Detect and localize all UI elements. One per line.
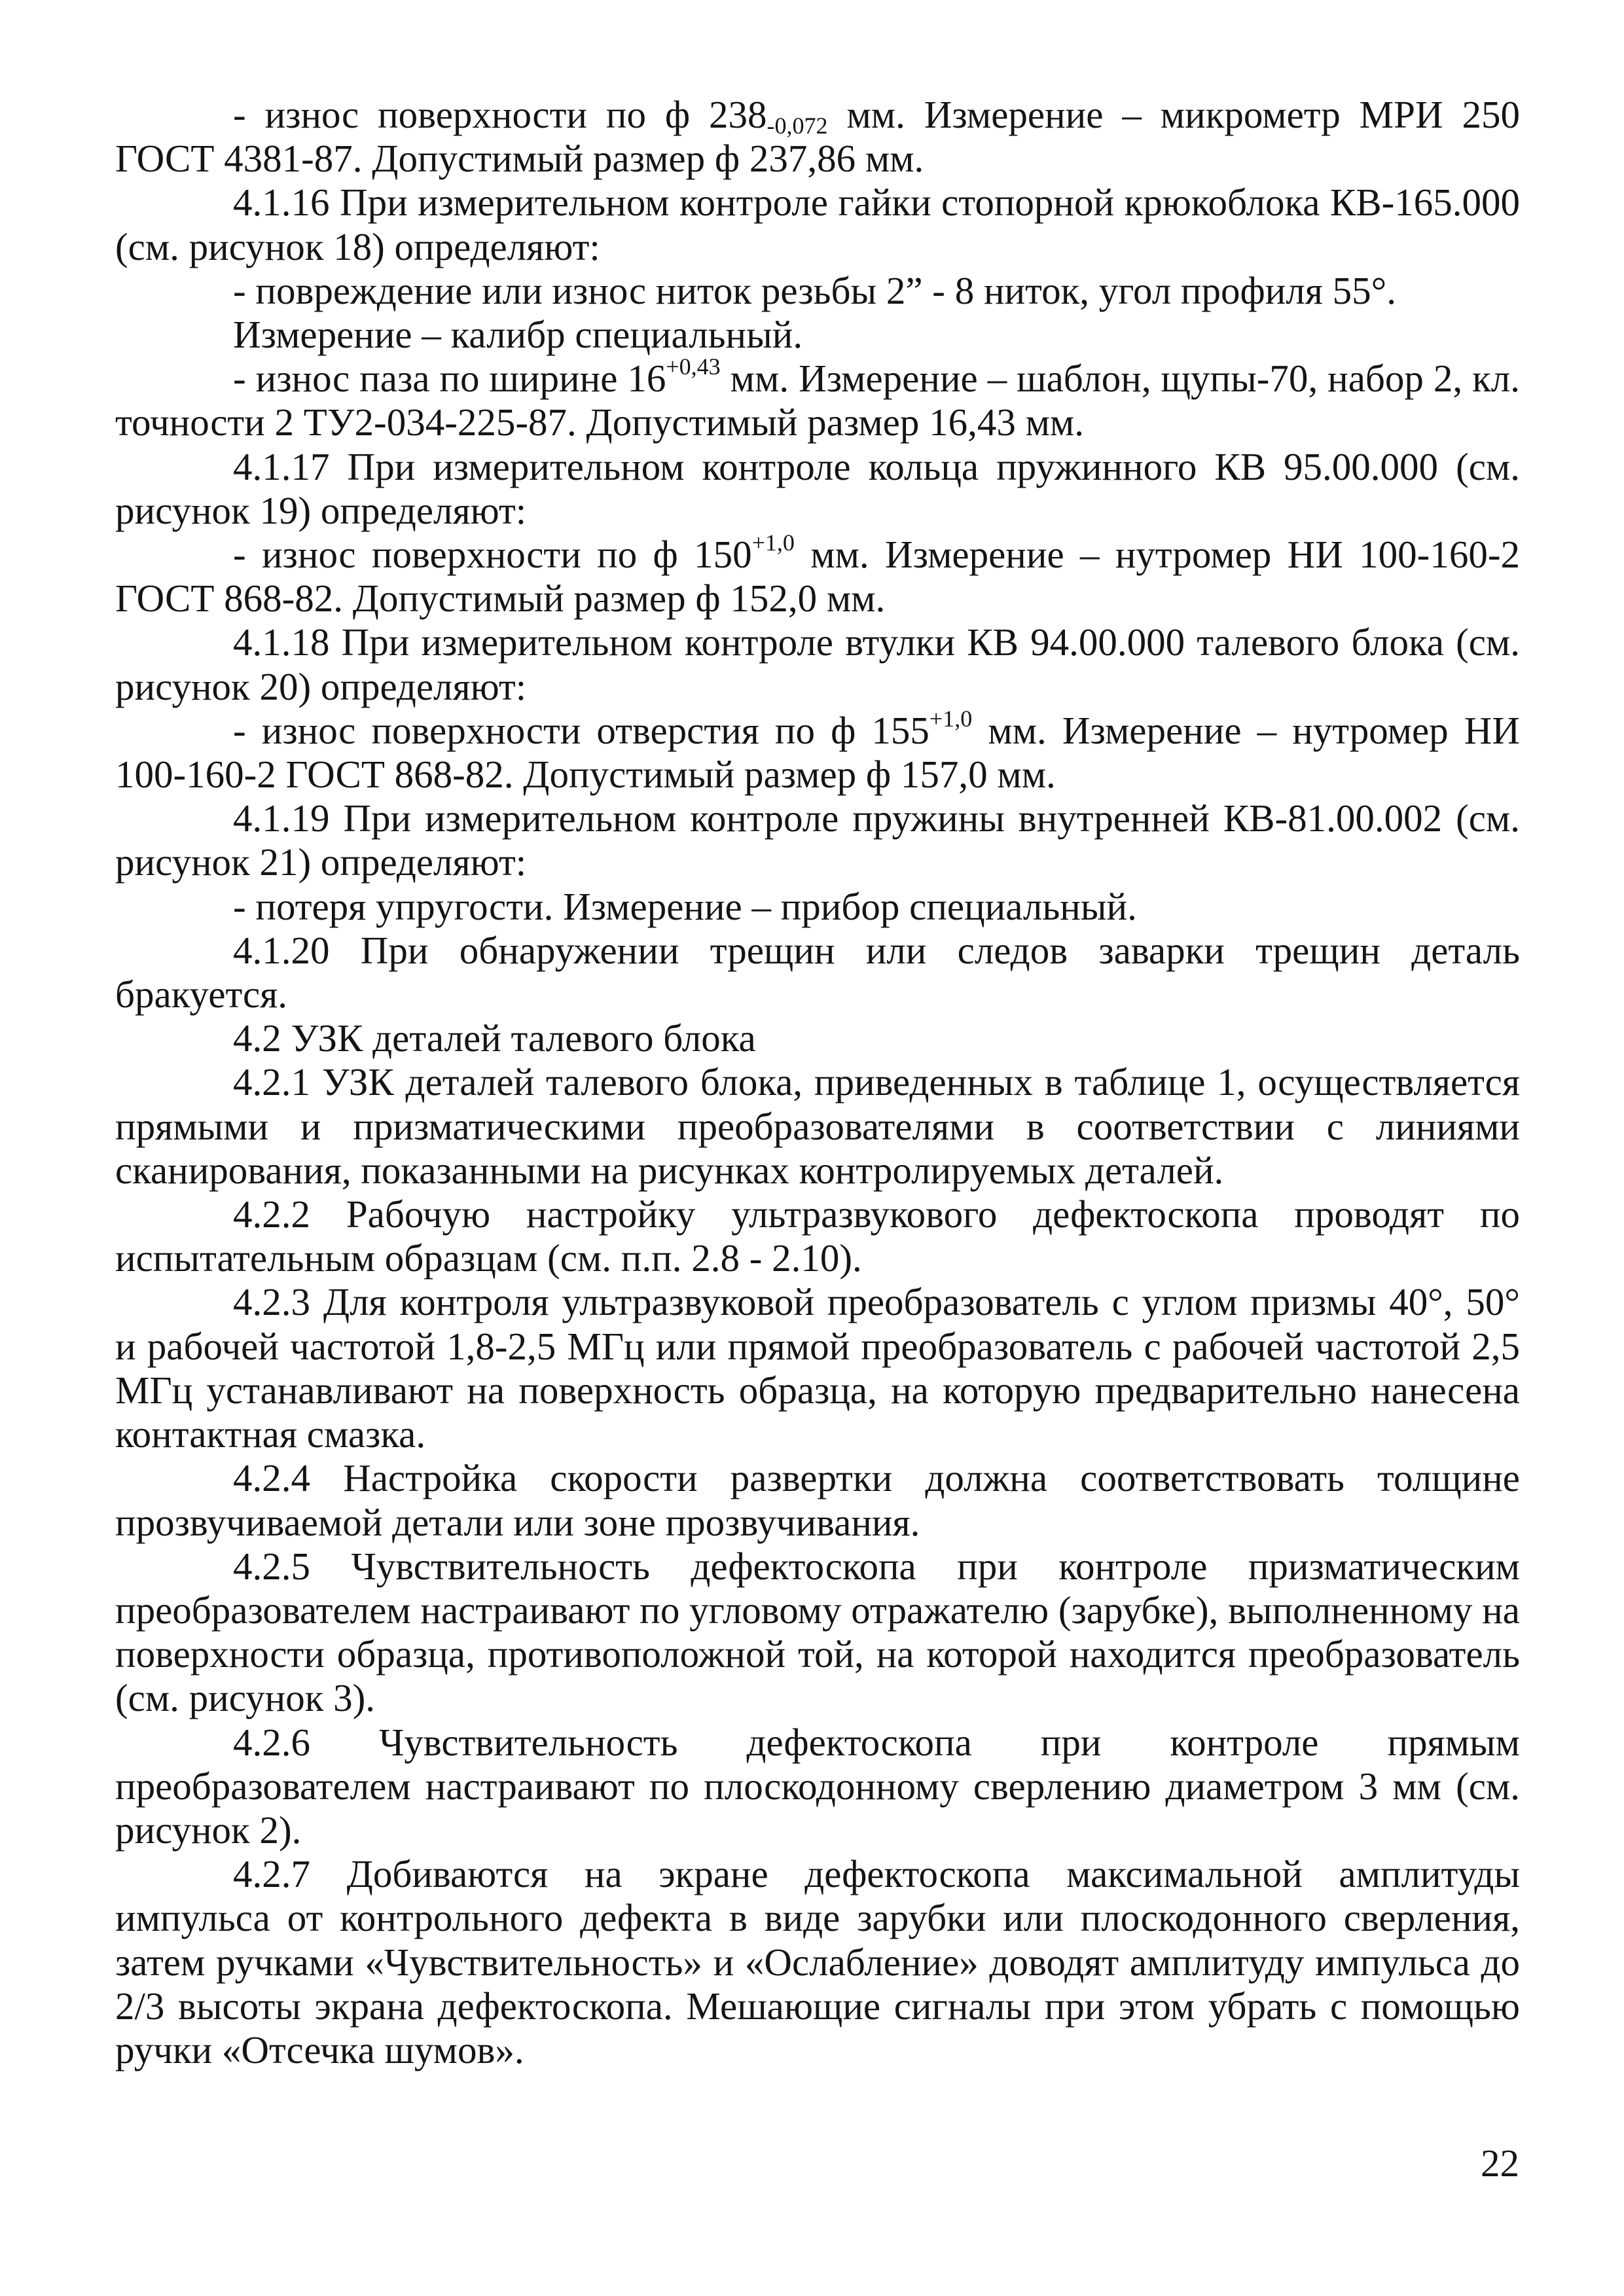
paragraph-4-1-19: 4.1.19 При измерительном контроле пружины внутренней КВ-81.00.002 (см. рисунок 21) определяют: xyxy=(115,797,1520,884)
paragraph-4-2-4: 4.2.4 Настройка скорости развертки должна соответствовать толщине прозвучиваемой детали или зоне прозвучивания. xyxy=(115,1456,1520,1544)
section-heading-4-2: 4.2 УЗК деталей талевого блока xyxy=(233,1016,756,1060)
paragraph-wear-150: - износ поверхности по ф $150^{+1,0}$ мм. Измерение – нутромер НИ 100-160-2 ГОСТ 868-82. Допустимый размер ф 152,0 мм. xyxy=(115,529,1520,620)
paragraph-4-1-16: 4.1.16 При измерительном контроле гайки стопорной крюкоблока КВ-165.000 (см. рисунок 18) определяют: xyxy=(115,181,1520,268)
paragraph-elasticity-loss: - потеря упругости. Измерение – прибор специальный. xyxy=(233,884,1137,928)
paragraph-4-2-6: 4.2.6 Чувствительность дефектоскопа при контроле прямым преобразователем настраивают по плоскодонному сверлению диаметром 3 мм (см. рисунок 2). xyxy=(115,1720,1520,1852)
paragraph-thread-wear: - повреждение или износ ниток резьбы 2” - 8 ниток, угол профиля 55°. xyxy=(233,268,1396,312)
paragraph-4-1-18: 4.1.18 При измерительном контроле втулки КВ 94.00.000 талевого блока (см. рисунок 20) определяют: xyxy=(115,620,1520,708)
body-text xyxy=(115,93,1520,2072)
paragraph-wear-155: - износ поверхности отверстия по ф $155^{+1,0}$ мм. Измерение – нутромер НИ 100-160-2 ГОСТ 868-82. Допустимый размер ф 157,0 мм. xyxy=(115,705,1521,797)
paragraph-4-1-17: 4.1.17 При измерительном контроле кольца пружинного КВ 95.00.000 (см. рисунок 19) определяют: xyxy=(115,444,1520,532)
paragraph-measurement-gauge: Измерение – калибр специальный. xyxy=(233,313,803,357)
paragraph-4-2-2: 4.2.2 Рабочую настройку ультразвукового дефектоскопа проводят по испытательным образцам (см. п.п. 2.8 - 2.10). xyxy=(115,1193,1520,1280)
paragraph-slot-wear: - износ паза по ширине $16^{+0,43}$ мм. Измерение – шаблон, щупы-70, набор 2, кл. точности 2 ТУ2-034-225-87. Допустимый размер 16,43 мм. xyxy=(115,353,1520,444)
paragraph-wear-238: - износ поверхности по ф $238_{-0,072}$ мм. Измерение – микрометр МРИ 250 ГОСТ 4381-87. Допустимый размер ф 237,86 мм. xyxy=(115,93,1520,181)
paragraph-4-1-20: 4.1.20 При обнаружении трещин или следов заварки трещин деталь бракуется. xyxy=(115,928,1520,1016)
page-number: 22 xyxy=(1481,2142,1519,2185)
paragraph-4-2-1: 4.2.1 УЗК деталей талевого блока, приведенных в таблице 1, осуществляется прямыми и призматическими преобразователями в соответствии с линиями сканирования, показанными на рисунках контролируемых деталей. xyxy=(115,1060,1520,1192)
paragraph-4-2-3: 4.2.3 Для контроля ультразвуковой преобразователь с углом призмы 40°, 50° и рабочей частотой 1,8-2,5 МГц или прямой преобразователь с рабочей частотой 2,5 МГц устанавливают на поверхность образца, на которую предварительно нанесена контактная смазка. xyxy=(115,1280,1520,1456)
paragraph-4-2-5: 4.2.5 Чувствительность дефектоскопа при контроле призматическим преобразователем настраивают по угловому отражателю (зарубке), выполненному на поверхности образца, противоположной той, на которой находится преобразователь (см. рисунок 3). xyxy=(115,1544,1520,1720)
paragraph-4-2-7: 4.2.7 Добиваются на экране дефектоскопа максимальной амплитуды импульса от контрольного дефекта в виде зарубки или плоскодонного сверления, затем ручками «Чувствительность» и «Ослабление» доводят амплитуду импульса до 2/3 высоты экрана дефектоскопа. Мешающие сигналы при этом убрать с помощью ручки «Отсечка шумов». xyxy=(115,1852,1520,2072)
